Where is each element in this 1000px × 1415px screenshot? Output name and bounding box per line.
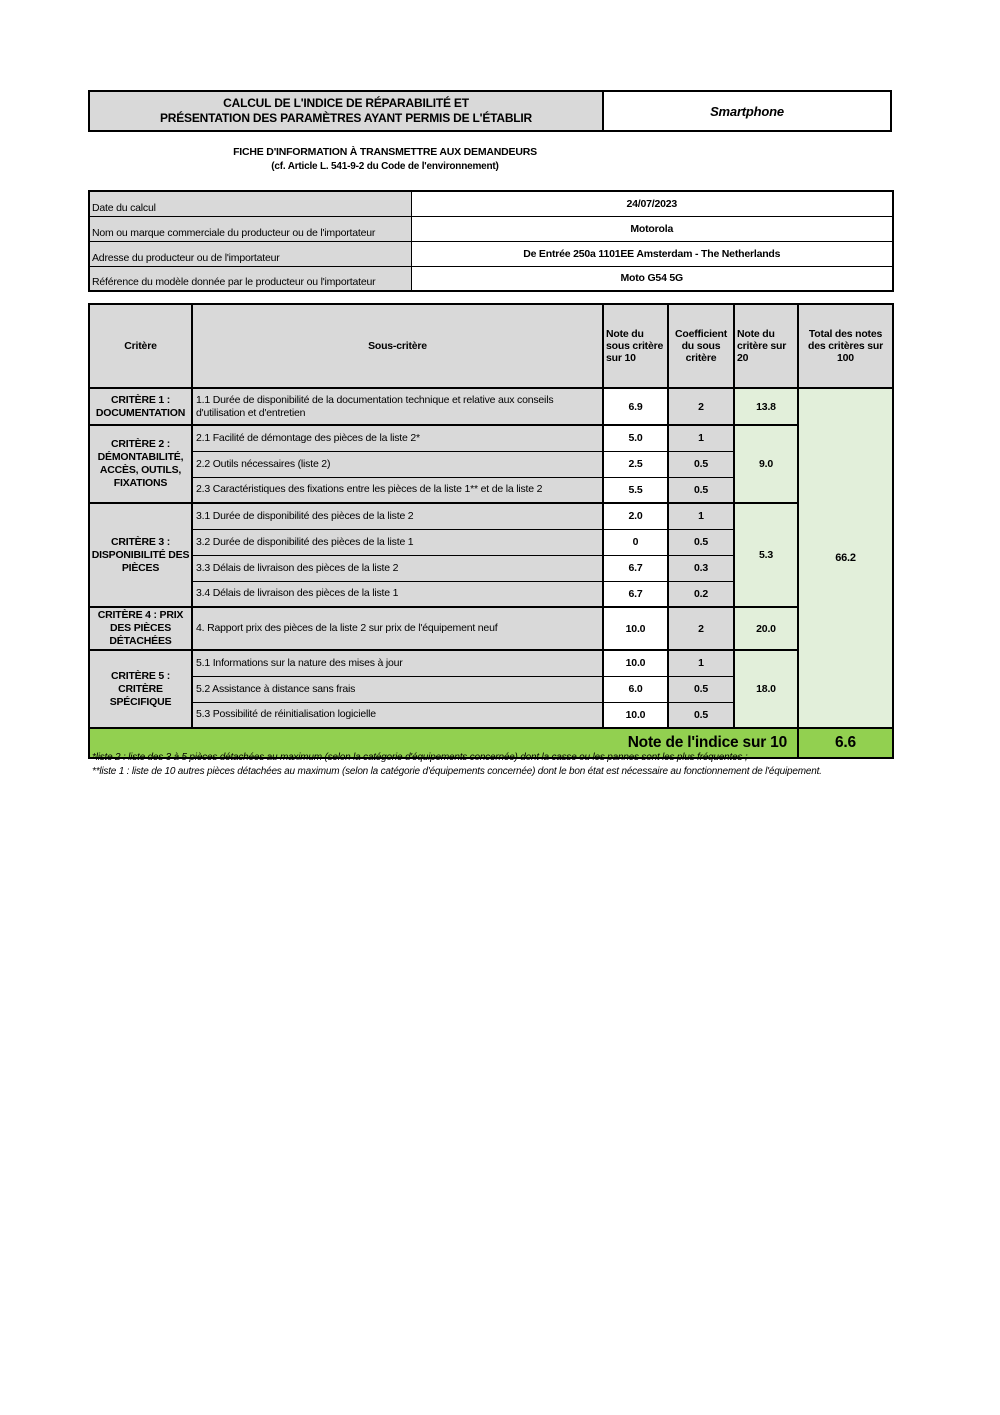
subcriterion-coefficient: 0.5 xyxy=(668,451,734,477)
col-header-critere: Critère xyxy=(89,304,192,388)
criteria-table xyxy=(88,303,894,759)
subcriterion-coefficient: 1 xyxy=(668,425,734,451)
info-row-model xyxy=(89,266,893,291)
subcriterion-coefficient: 0.3 xyxy=(668,555,734,581)
info-label: Date du calcul xyxy=(89,191,411,216)
subcriterion-score: 10.0 xyxy=(603,607,668,650)
criterion-2-score-20: 9.0 xyxy=(734,425,798,503)
subcriterion-label: 1.1 Durée de disponibilité de la documentation technique et relative aux conseils d'utilisation et d'entretien xyxy=(192,388,603,425)
subcriterion-score: 10.0 xyxy=(603,702,668,728)
subcriterion-label: 5.1 Informations sur la nature des mises à jour xyxy=(192,650,603,676)
col-header-coefficient: Coefficient du sous critère xyxy=(668,304,734,388)
subcriterion-label: 3.4 Délais de livraison des pièces de la liste 1 xyxy=(192,581,603,607)
page-title-line1: CALCUL DE L'INDICE DE RÉPARABILITÉ ET xyxy=(223,96,469,110)
subcriterion-label: 2.2 Outils nécessaires (liste 2) xyxy=(192,451,603,477)
page-title-line2: PRÉSENTATION DES PARAMÈTRES AYANT PERMIS DE L'ÉTABLIR xyxy=(159,111,533,125)
subcriterion-coefficient: 0.5 xyxy=(668,676,734,702)
index-score-value: 6.6 xyxy=(798,728,893,758)
product-category-label: Smartphone xyxy=(710,103,784,119)
col-header-note-sous-critere: Note du sous critère sur 10 xyxy=(603,304,668,388)
table-row xyxy=(89,388,893,425)
info-label: Nom ou marque commerciale du producteur ou de l'importateur xyxy=(89,216,411,241)
subcriterion-coefficient: 2 xyxy=(668,388,734,425)
subcriterion-coefficient: 0.5 xyxy=(668,477,734,503)
subcriterion-coefficient: 0.5 xyxy=(668,529,734,555)
subcriterion-score: 6.9 xyxy=(603,388,668,425)
subcriterion-score: 6.7 xyxy=(603,581,668,607)
total-score-100: 66.2 xyxy=(798,388,893,728)
table-row xyxy=(89,503,893,529)
subcriterion-coefficient: 0.2 xyxy=(668,581,734,607)
index-score-label: Note de l'indice sur 10 xyxy=(89,728,798,758)
subcriterion-label: 3.2 Durée de disponibilité des pièces de la liste 1 xyxy=(192,529,603,555)
page-title xyxy=(88,90,604,132)
criterion-3-label: CRITÈRE 3 : DISPONIBILITÉ DES PIÈCES xyxy=(89,503,192,607)
table-row xyxy=(89,650,893,676)
criteria-table-header-row xyxy=(89,304,893,388)
col-header-total-100: Total des notes des critères sur 100 xyxy=(798,304,893,388)
subcriterion-score: 6.0 xyxy=(603,676,668,702)
criterion-2-label: CRITÈRE 2 : DÉMONTABILITÉ, ACCÈS, OUTILS, FIXATIONS xyxy=(89,425,192,503)
info-label: Adresse du producteur ou de l'importateur xyxy=(89,241,411,266)
subcriterion-coefficient: 1 xyxy=(668,650,734,676)
criterion-5-score-20: 18.0 xyxy=(734,650,798,728)
subcriterion-score: 6.7 xyxy=(603,555,668,581)
subcriterion-coefficient: 1 xyxy=(668,503,734,529)
info-value: Motorola xyxy=(411,216,893,241)
info-row-producer xyxy=(89,216,893,241)
criterion-4-label: CRITÈRE 4 : PRIX DES PIÈCES DÉTACHÉES xyxy=(89,607,192,650)
info-label: Référence du modèle donnée par le producteur ou l'importateur xyxy=(89,266,411,291)
subcriterion-coefficient: 0.5 xyxy=(668,702,734,728)
subcriterion-score: 5.5 xyxy=(603,477,668,503)
col-header-note-critere-20: Note du critère sur 20 xyxy=(734,304,798,388)
criterion-4-score-20: 20.0 xyxy=(734,607,798,650)
subcriterion-score: 10.0 xyxy=(603,650,668,676)
criterion-1-label: CRITÈRE 1 : DOCUMENTATION xyxy=(89,388,192,425)
subcriterion-score: 2.0 xyxy=(603,503,668,529)
subcriterion-coefficient: 2 xyxy=(668,607,734,650)
criterion-5-label: CRITÈRE 5 : CRITÈRE SPÉCIFIQUE xyxy=(89,650,192,728)
subtitle-line1: FICHE D'INFORMATION À TRANSMETTRE AUX DEMANDEURS xyxy=(233,146,537,158)
product-category-box xyxy=(604,90,892,132)
subcriterion-score: 0 xyxy=(603,529,668,555)
subcriterion-label: 4. Rapport prix des pièces de la liste 2 sur prix de l'équipement neuf xyxy=(192,607,603,650)
criterion-3-score-20: 5.3 xyxy=(734,503,798,607)
info-value: 24/07/2023 xyxy=(411,191,893,216)
subcriterion-label: 2.1 Facilité de démontage des pièces de la liste 2* xyxy=(192,425,603,451)
footnote-liste-1: **liste 1 : liste de 10 autres pièces détachées au maximum (selon la catégorie d'équipements concernée) dont le bon état est nécessaire au fonctionnement de l'équipement. xyxy=(92,765,822,777)
info-value: Moto G54 5G xyxy=(411,266,893,291)
footnote-liste-2: *liste 2 : liste des 3 à 5 pièces détachées au maximum (selon la catégorie d'équipements concernée) dont la casse ou les pannes sont les plus fréquentes ; xyxy=(92,752,748,763)
subtitle-line2: (cf. Article L. 541-9-2 du Code de l'environnement) xyxy=(271,161,499,172)
product-info-table xyxy=(88,190,894,292)
table-row xyxy=(89,607,893,650)
subcriterion-label: 5.2 Assistance à distance sans frais xyxy=(192,676,603,702)
info-row-address xyxy=(89,241,893,266)
subcriterion-score: 5.0 xyxy=(603,425,668,451)
criterion-1-score-20: 13.8 xyxy=(734,388,798,425)
subcriterion-label: 3.1 Durée de disponibilité des pièces de la liste 2 xyxy=(192,503,603,529)
info-value: De Entrée 250a 1101EE Amsterdam - The Netherlands xyxy=(411,241,893,266)
table-row xyxy=(89,425,893,451)
subcriterion-label: 3.3 Délais de livraison des pièces de la liste 2 xyxy=(192,555,603,581)
info-row-date xyxy=(89,191,893,216)
subcriterion-score: 2.5 xyxy=(603,451,668,477)
footnotes xyxy=(92,751,892,778)
document-header xyxy=(88,90,892,132)
subcriterion-label: 5.3 Possibilité de réinitialisation logicielle xyxy=(192,702,603,728)
document-subtitle xyxy=(88,145,682,174)
col-header-sous-critere: Sous-critère xyxy=(192,304,603,388)
subcriterion-label: 2.3 Caractéristiques des fixations entre les pièces de la liste 1** et de la liste 2 xyxy=(192,477,603,503)
